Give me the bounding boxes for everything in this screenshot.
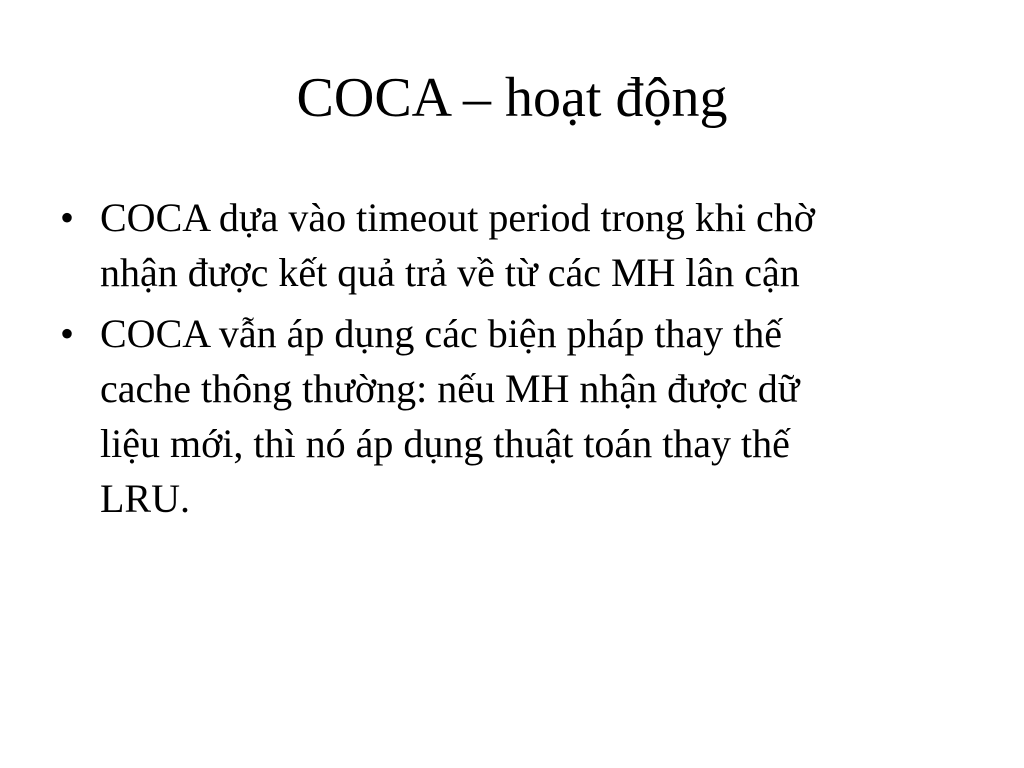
bullet-icon: • (60, 311, 75, 356)
bullet-line: cache thông thường: nếu MH nhận được dữ (100, 366, 800, 411)
bullet-item-timeout (60, 190, 940, 300)
bullet-item-replacement (60, 306, 940, 526)
bullet-line: nhận được kết quả trả về từ các MH lân cận (100, 250, 800, 295)
bullet-line: COCA dựa vào timeout period trong khi chờ (100, 195, 815, 240)
bullet-text (100, 306, 799, 526)
slide-title: COCA – hoạt động (296, 67, 728, 129)
bullet-icon: • (60, 195, 75, 240)
bullet-text (100, 190, 815, 300)
bullet-line: COCA vẫn áp dụng các biện pháp thay thế (100, 311, 783, 356)
bullet-list (60, 190, 940, 532)
bullet-line: LRU. (100, 476, 190, 521)
bullet-line: liệu mới, thì nó áp dụng thuật toán thay thế (100, 421, 790, 466)
